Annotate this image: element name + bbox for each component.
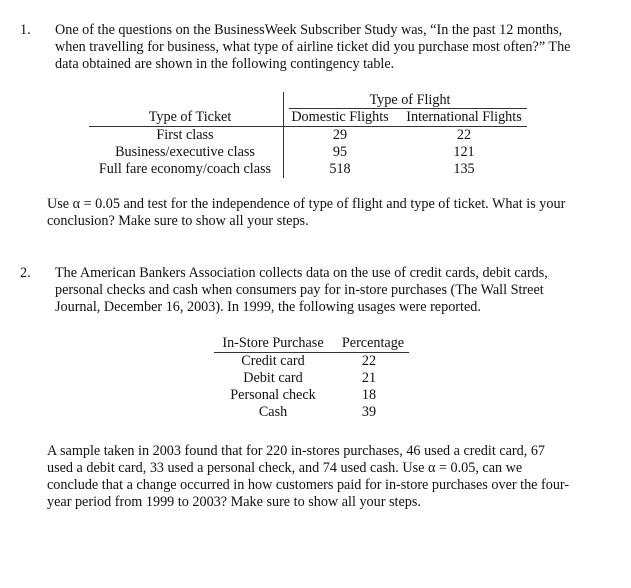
question-2-instruction <box>47 443 612 511</box>
question-2-line: personal checks and cash when consumers pay for in-store purchases (The Wall Street <box>55 282 544 298</box>
table-col-header-purchase: In-Store Purchase <box>222 335 324 351</box>
table-row-label: Business/executive class <box>115 144 255 160</box>
table-col-header-percentage: Percentage <box>341 335 405 351</box>
table-col-header-domestic: Domestic Flights <box>291 109 389 125</box>
table-cell: 29 <box>332 127 348 143</box>
table-cell: 22 <box>361 353 377 369</box>
question-2-line: The American Bankers Association collects data on the use of credit cards, debit cards, <box>55 265 548 281</box>
table-cell: 39 <box>361 404 377 420</box>
question-1-line: data obtained are shown in the following contingency table. <box>55 56 395 72</box>
question-2-instruction-line: conclude that a change occurred in how customers paid for in-store purchases over the four- <box>47 477 570 493</box>
table-row-label: Debit card <box>243 370 303 386</box>
question-1-instruction-line: Use α = 0.05 and test for the independence of type of flight and type of ticket. What is your <box>47 196 566 212</box>
question-1-number: 1. <box>20 22 31 38</box>
table-cell: 518 <box>329 161 351 177</box>
table-cell: 95 <box>332 144 348 160</box>
table-row-label: Cash <box>258 404 288 420</box>
table-col-header-international: International Flights <box>406 109 522 125</box>
table-cell: 135 <box>453 161 475 177</box>
table-cell: 21 <box>361 370 377 386</box>
table-cell: 18 <box>361 387 377 403</box>
question-2-line: Journal, December 16, 2003). In 1999, the following usages were reported. <box>55 299 481 315</box>
question-2-instruction-line: A sample taken in 2003 found that for 220 in-stores purchases, 46 used a credit card, 67 <box>47 443 546 459</box>
table-cell: 121 <box>453 144 475 160</box>
question-1-line: when travelling for business, what type of airline ticket did you purchase most often?” The <box>55 39 571 55</box>
table-row-label: Full fare economy/coach class <box>98 161 272 177</box>
question-1-line: One of the questions on the BusinessWeek Subscriber Study was, “In the past 12 months, <box>55 22 563 38</box>
table-cell: 22 <box>456 127 472 143</box>
table-row-label: Personal check <box>230 387 316 403</box>
table-row-label: Credit card <box>241 353 305 369</box>
question-1-instruction-line: conclusion? Make sure to show all your steps. <box>47 213 309 229</box>
table-group-header: Type of Flight <box>369 92 451 108</box>
table-row-header: Type of Ticket <box>148 109 232 125</box>
question-2-number: 2. <box>20 265 31 281</box>
table-row-label: First class <box>156 127 214 143</box>
question-2-instruction-line: used a debit card, 33 used a personal check, and 74 used cash. Use α = 0.05, can we <box>47 460 523 476</box>
question-2-instruction-line: year period from 1999 to 2003? Make sure to show all your steps. <box>47 494 421 510</box>
